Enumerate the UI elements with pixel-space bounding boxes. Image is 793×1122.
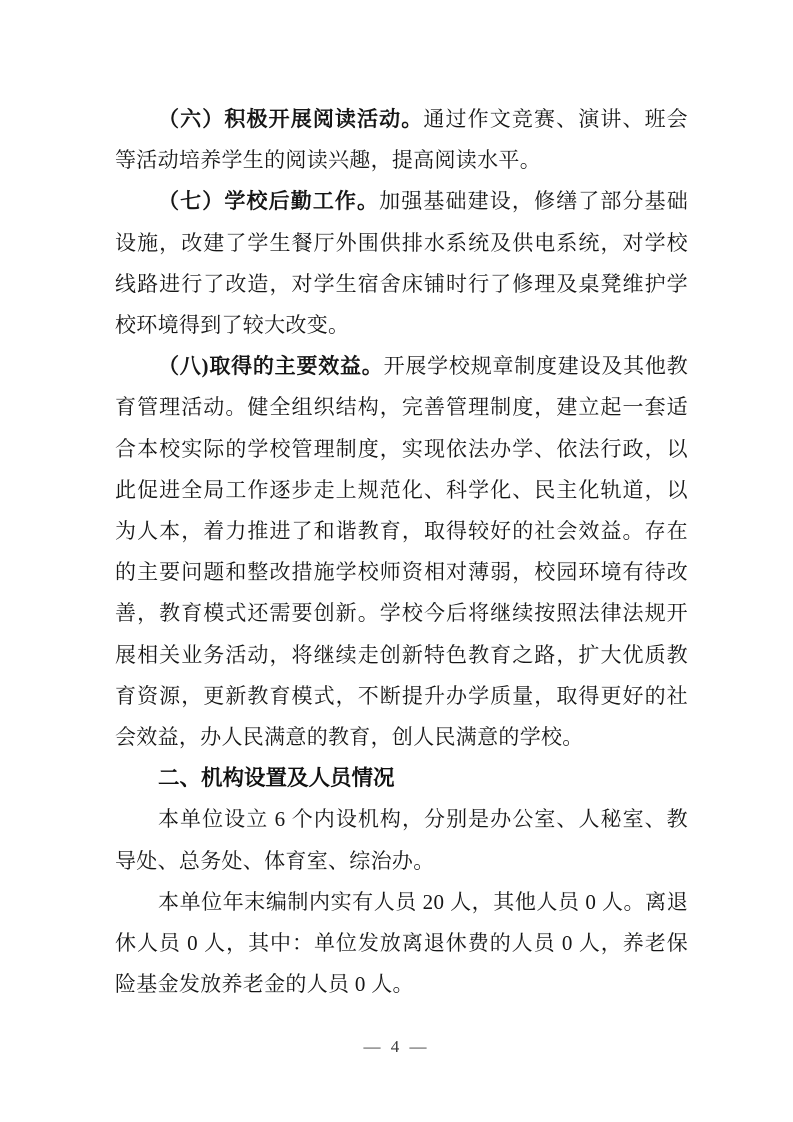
paragraph-personnel-counts: 本单位年末编制内实有人员 20 人，其他人员 0 人。离退休人员 0 人，其中：单位发放离退休费的人员 0 人，养老保险基金发放养老金的人员 0 人。: [115, 889, 688, 997]
document-body: [115, 99, 688, 1005]
paragraph-eight-lead: （八)取得的主要效益。: [158, 354, 384, 379]
paragraph-org-setup: 本单位设立 6 个内设机构，分别是办公室、人秘室、教导处、总务处、体育室、综治办。: [115, 807, 688, 873]
paragraph-six-lead: （六）积极开展阅读活动。: [158, 107, 424, 131]
paragraph-six: [115, 99, 688, 181]
paragraph-seven-lead: （七）学校后勤工作。: [158, 189, 380, 214]
paragraph-six-text: 通过作文竞赛、演讲、班会等活动培养学生的阅读兴趣，提高阅读水平。: [115, 107, 688, 173]
paragraph-seven: [115, 181, 688, 346]
section-heading-organization: 二、机构设置及人员情况: [158, 766, 395, 791]
paragraph-eight-text: 开展学校规章制度建设及其他教育管理活动。健全组织结构，完善管理制度，建立起一套适合本校实际的学校管理制度，实现依法办学、依法行政，以此促进全局工作逐步走上规范化、科学化、民主化轨道，以为人本，着力推进了和谐教育，取得较好的社会效益。存在的主要问题和整改措施学校师资相对薄弱，校园环境有待改善，教育模式还需要创新。学校今后将继续按照法律法规开展相关业务活动，将继续走创新特色教育之路，扩大优质教育资源，更新教育模式，不断提升办学质量，取得更好的社会效益，办人民满意的教育，创人民满意的学校。: [115, 354, 689, 750]
paragraph-seven-text: 加强基础建设，修缮了部分基础设施，改建了学生餐厅外围供排水系统及供电系统，对学校线路进行了改造，对学生宿舍床铺时行了修理及桌凳维护学校环境得到了较大改变。: [115, 189, 688, 338]
page-number: — 4 —: [363, 1037, 430, 1056]
paragraph-eight: [115, 346, 688, 758]
